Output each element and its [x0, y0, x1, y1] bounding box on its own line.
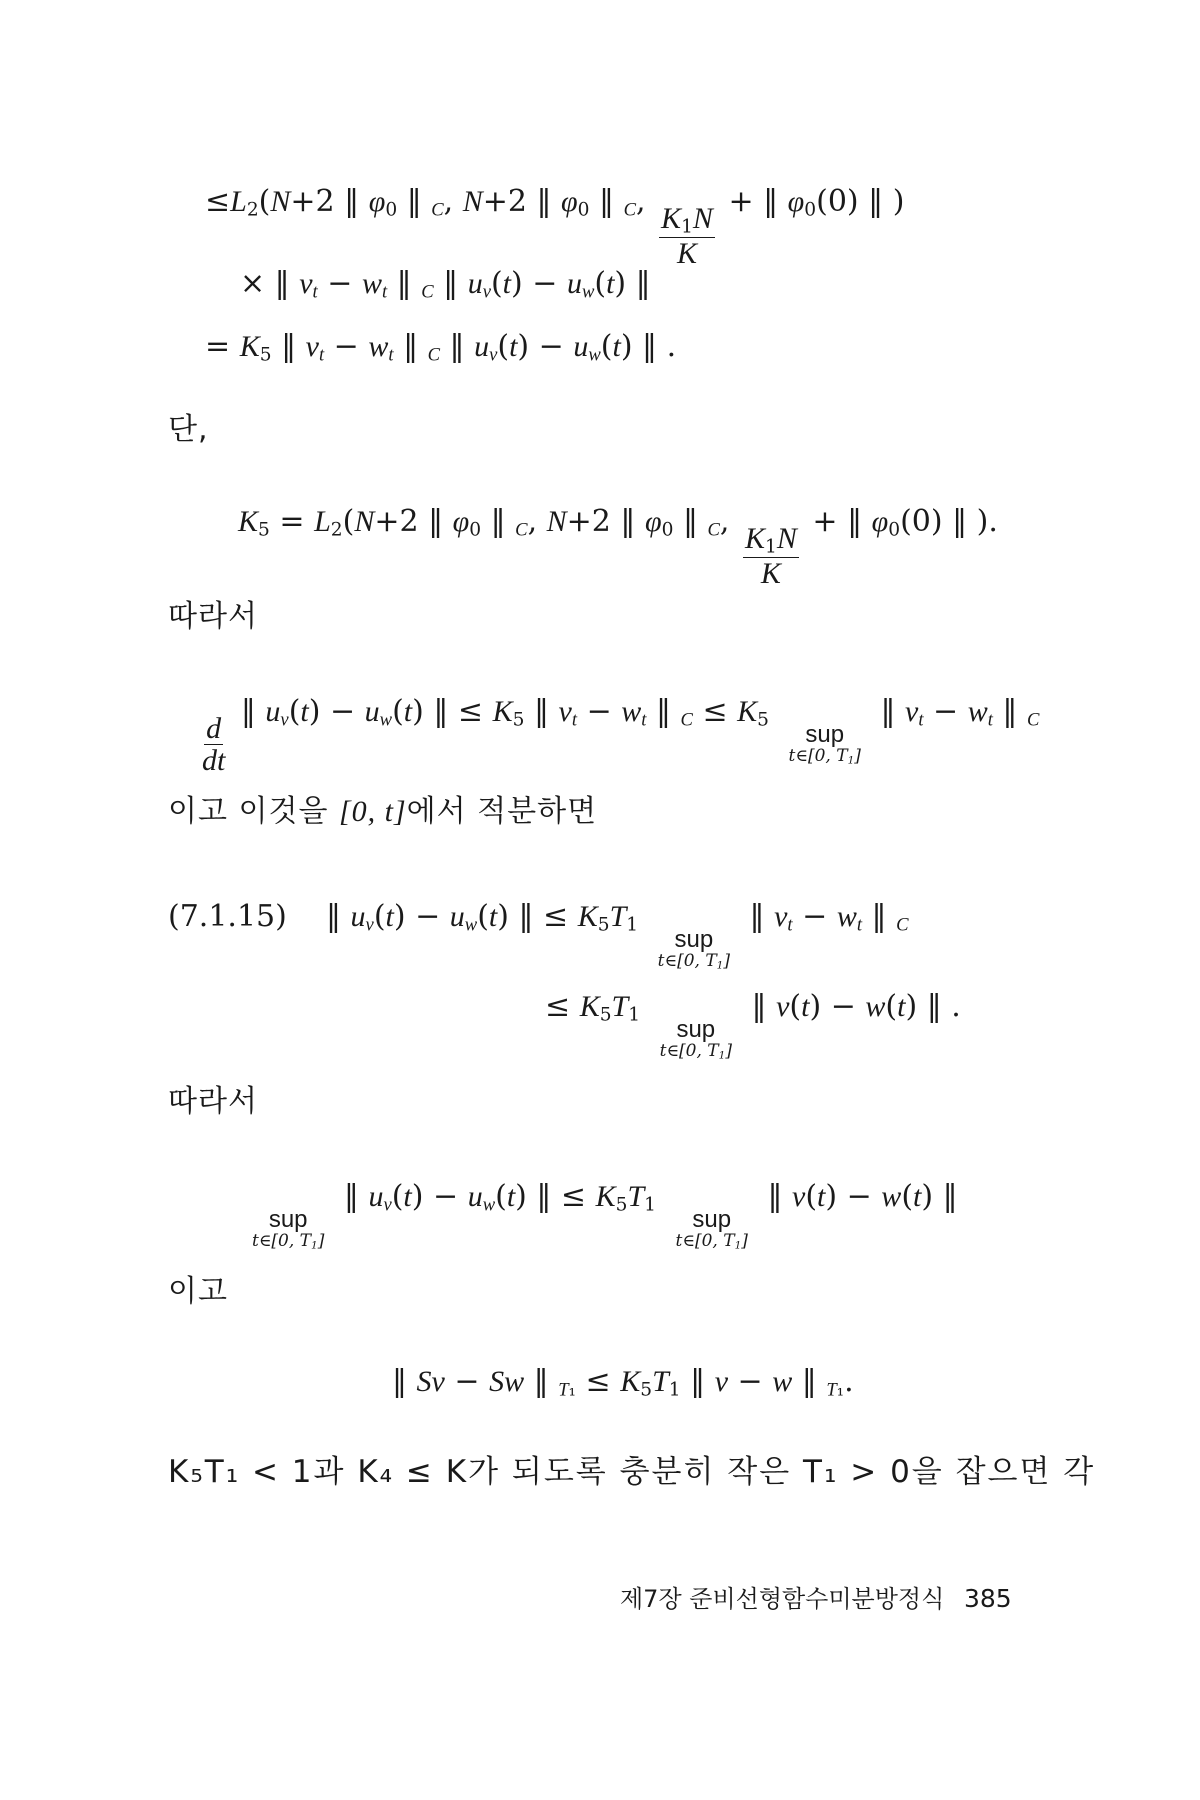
page-footer: [620, 1582, 1012, 1616]
page-number: 385: [963, 1584, 1012, 1613]
equation-k5-definition: $K_5 = L_2(N+2$ ‖ $\varphi_0$ ‖ $_C$, N+2 ‖ $\varphi_0$ ‖ $_C$, $\frac{K_1N}{K}$ + ‖ $\varphi_0(0)$ ‖ ).: [238, 504, 998, 590]
text-ttarasseo-1: 따라서: [168, 599, 258, 634]
equation-line-2: × ‖ $v_t - w_t$ ‖ $_C$ ‖ $u_v(t) - u_w(t)$ ‖: [240, 266, 651, 303]
text-last-line: K₅T₁ < 1과 K₄ ≤ K가 되도록 충분히 작은 T₁ > 0을 잡으면 각: [168, 1454, 1096, 1490]
equation-number: (7.1.15): [168, 899, 287, 934]
text-dan: 단,: [168, 412, 209, 447]
footer-chapter: 제7장 준비선형함수미분방정식: [620, 1585, 945, 1613]
equation-line-3: = $K_5$ ‖ $v_t - w_t$ ‖ $_C$ ‖ $u_v(t) - u_w(t)$ ‖ .: [205, 329, 677, 366]
text-igo: 이고: [168, 1274, 228, 1309]
text-ttarasseo-2: 따라서: [168, 1084, 258, 1119]
equation-line-1: $\le L_2(N+2$ ‖ $\varphi_0$ ‖ $_C$, N+2 ‖ $\varphi_0$ ‖ $_C$, $\frac{K_1N}{K}$ + ‖ $\varphi_0(0)$ ‖ ): [205, 184, 905, 270]
text-integrate: 이고 이것을 [0, t]에서 적분하면: [168, 794, 598, 829]
equation-7-1-15-line-2: ≤ $K_5T_1$ sup t∈[0, $T_1$] ‖ v(t) − w(t) ‖ .: [545, 989, 961, 1062]
equation-derivative: $\frac{d}{dt}$ ‖ $u_v(t) - u_w(t)$ ‖ ≤ $K_5$ ‖ $v_t - w_t$ ‖ $_C \le K_5$ sup t∈[0, $T_1$] ‖ $v_t - w_t$ ‖ $_C$: [202, 694, 1040, 777]
equation-sv-sw: ‖ Sv − Sw ‖ $_{T_1} \le K_5T_1$ ‖ v − w ‖ $_{T_1}$.: [392, 1364, 854, 1401]
equation-sup-inequality: sup t∈[0, $T_1$] ‖ $u_v(t) - u_w(t)$ ‖ ≤ $K_5T_1$ sup t∈[0, $T_1$] ‖ v(t) − w(t) ‖: [252, 1179, 958, 1252]
equation-7-1-15-line-1: (7.1.15) ‖ $u_v(t) - u_w(t)$ ‖ ≤ $K_5T_1$ sup t∈[0, $T_1$] ‖ $v_t - w_t$ ‖ $_C$: [168, 899, 909, 972]
